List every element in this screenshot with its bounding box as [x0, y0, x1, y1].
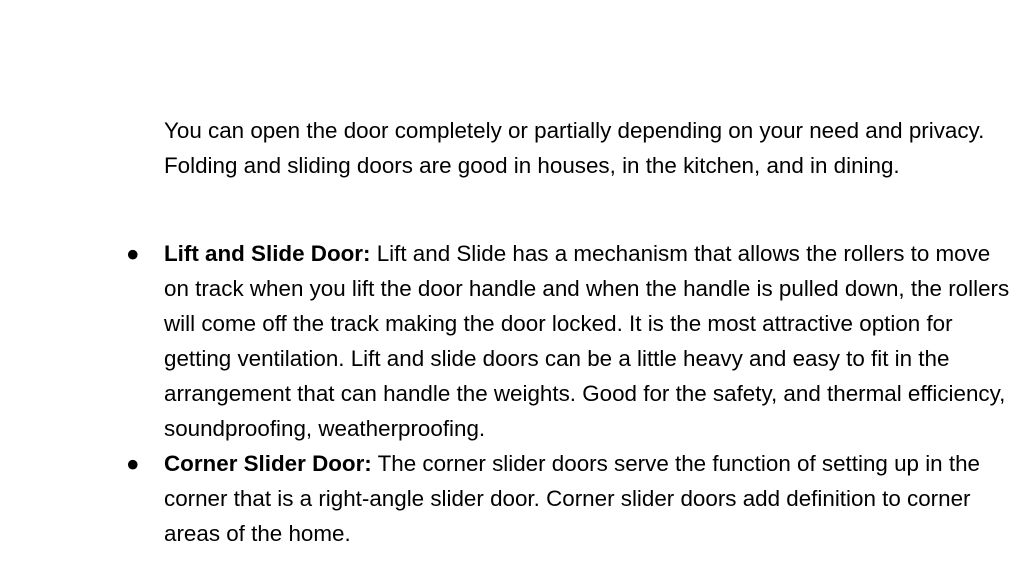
item-description: Lift and Slide has a mechanism that allows the rollers to move on track when you lift the door handle and when the handle is pulled down, the rollers will come off the track making the door locked. It is the most attractive option for getting ventilation. Lift and slide doors can be a little heavy and easy to fit in the arrangement that can handle the weights. Good for the safety, and thermal efficiency, soundproofing, weatherproofing.: [164, 241, 1010, 441]
door-types-list: [0, 236, 1024, 551]
bullet-icon: ●: [126, 241, 140, 266]
continuation-paragraph: You can open the door completely or partially depending on your need and privacy. Folding and sliding doors are good in houses, in the kitchen, and in dining.: [164, 118, 985, 178]
item-term: Corner Slider Door:: [164, 451, 372, 476]
list-item-corner-slider: [0, 446, 1016, 551]
list-item-lift-and-slide: [0, 236, 1016, 446]
item-description: The corner slider doors serve the function of setting up in the corner that is a right-angle slider door. Corner slider doors add definition to corner areas of the home.: [164, 451, 980, 546]
bullet-icon: ●: [126, 451, 140, 476]
item-term: Lift and Slide Door:: [164, 241, 371, 266]
